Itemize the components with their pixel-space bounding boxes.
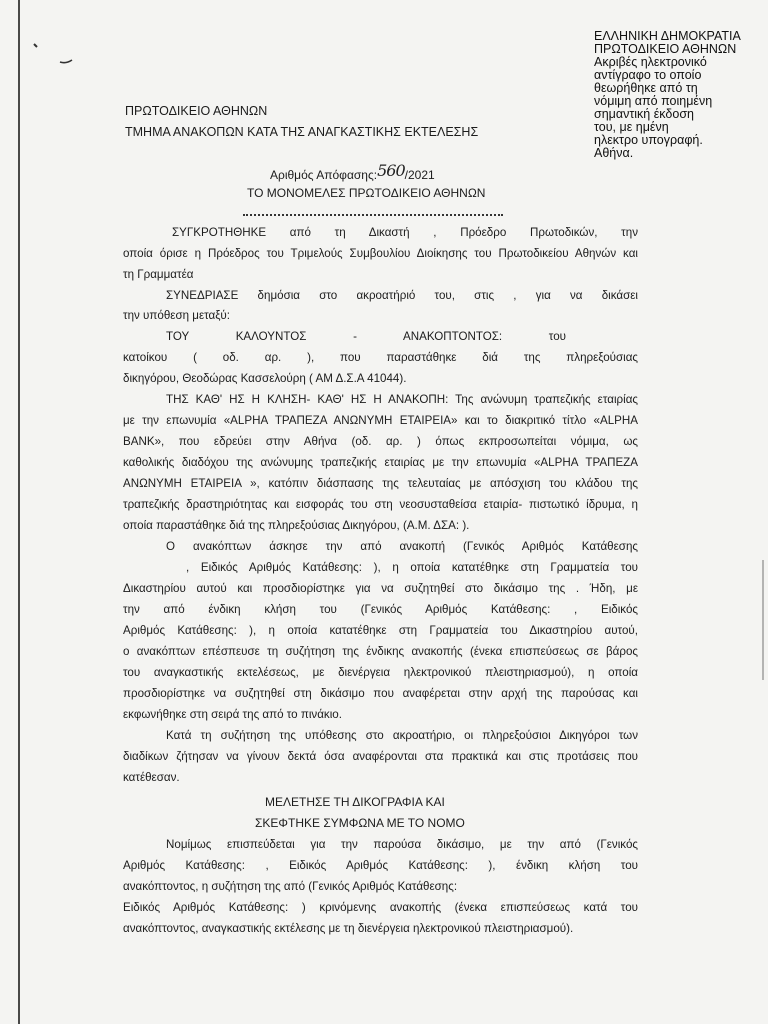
- decision-number-handwritten: 560: [377, 161, 405, 180]
- stamp-line: νόμιμη από ποιημένη: [594, 94, 713, 108]
- body-line: με την επωνυμία «ALPHA ΤΡΑΠΕΖΑ ΑΝΩΝΥΜΗ ΕΤΑΙΡΕΙΑ» και το διακριτικό τίτλο «ALPHA: [123, 414, 638, 427]
- body-line: Αριθμός Κατάθεσης: , Ειδικός Αριθμός Κατάθεσης: ), ένδικη κλήση του: [123, 859, 638, 872]
- body-line: οποία παραστάθηκε διά της πληρεξούσιας Δικηγόρου, (Α.Μ. ΔΣΑ: ).: [123, 519, 470, 532]
- body-line: ΤΗΣ ΚΑΘ' ΗΣ Η ΚΛΗΣΗ- ΚΑΘ' ΗΣ Η ΑΝΑΚΟΠΗ: Της ανώνυμη τραπεζικής εταιρίας: [166, 393, 638, 406]
- margin-mark-top: [28, 40, 88, 70]
- court-name: ΠΡΩΤΟΔΙΚΕΙΟ ΑΘΗΝΩΝ: [125, 104, 268, 118]
- stamp-line: Αθήνα.: [594, 146, 634, 160]
- court-title: ΤΟ ΜΟΝΟΜΕΛΕΣ ΠΡΩΤΟΔΙΚΕΙΟ ΑΘΗΝΩΝ: [247, 186, 486, 200]
- body-line: διαδίκων ζήτησαν να γίνουν δεκτά όσα αναφέρονται στα πρακτικά και στις προτάσεις που: [123, 750, 638, 763]
- body-line: καθολικής διαδόχου της ανώνυμης τραπεζικής εταιρίας με την επωνυμία «ALPHA ΤΡΑΠΕΖΑ: [123, 456, 638, 469]
- stamp-line: αντίγραφο το οποίο: [594, 68, 702, 82]
- body-line: ανακόπτοντος, αναγκαστικής εκτέλεσης με τη διενέργεια ηλεκτρονικού πλειστηριασμού).: [123, 922, 574, 935]
- scan-page-edge: [18, 0, 20, 1024]
- body-line: Αριθμός Κατάθεσης: ), η οποία κατατέθηκε στη Γραμματεία του Δικαστηρίου αυτού,: [123, 624, 638, 637]
- electronic-copy-stamp: [594, 30, 764, 160]
- stamp-line: ΠΡΩΤΟΔΙΚΕΙΟ ΑΘΗΝΩΝ: [594, 42, 737, 56]
- body-line: ΤΟΥ ΚΑΛΟΥΝΤΟΣ - ΑΝΑΚΟΠΤΟΝΤΟΣ: του: [166, 330, 566, 343]
- body-line: ΣΥΝΕΔΡΙΑΣΕ δημόσια στο ακροατήριό του, στις , για να δικάσει: [166, 289, 638, 302]
- body-line: προσδιορίστηκε να συζητηθεί στη δικάσιμο που αναφέρεται στην αρχή της παρούσας και: [123, 687, 638, 700]
- stamp-line: σημαντική έκδοση: [594, 107, 694, 121]
- body-line: Ειδικός Αριθμός Κατάθεσης: ) κρινόμενης ανακοπής (ένεκα επισπεύσεως κατά του: [123, 901, 638, 914]
- body-line: ανακόπτοντος, η συζήτηση της από (Γενικός Αριθμός Κατάθεσης:: [123, 880, 458, 893]
- section-heading: ΣΚΕΦΤΗΚΕ ΣΥΜΦΩΝΑ ΜΕ ΤΟ ΝΟΜΟ: [255, 816, 465, 830]
- body-line: Δικαστηρίου αυτού και προσδιορίστηκε για να συζητηθεί στο δικάσιμο της . Ήδη, με: [123, 582, 638, 595]
- stamp-line: του, με ημένη: [594, 120, 669, 134]
- stamp-line: ηλεκτρο υπογραφή.: [594, 133, 703, 147]
- body-line: τη Γραμματέα: [123, 268, 194, 281]
- body-line: ΣΥΓΚΡΟΤΗΘΗΚΕ από τη Δικαστή , Πρόεδρο Πρωτοδικών, την: [172, 226, 638, 239]
- body-line: BANK», που εδρεύει στην Αθήνα (οδ. αρ. ) όπως εκπροσωπείται νόμιμα, ως: [123, 435, 638, 448]
- body-line: , Ειδικός Αριθμός Κατάθεσης: ), η οποία κατατέθηκε στη Γραμματεία του: [186, 561, 638, 574]
- body-line: ο ανακόπτων επέσπευσε τη συζήτηση της ένδικης ανακοπής (ένεκα επισπεύσεως σε βάρος: [123, 645, 638, 658]
- body-line: Ο ανακόπτων άσκησε την από ανακοπή (Γενικός Αριθμός Κατάθεσης: [166, 540, 638, 553]
- body-line: του αναγκαστικής εκτελέσεως, με διενέργεια ηλεκτρονικού πλειστηριασμού), η οποία: [123, 666, 638, 679]
- body-line: την από ένδικη κλήση του (Γενικός Αριθμός Κατάθεσης: , Ειδικός: [123, 603, 638, 616]
- dotted-separator: [243, 212, 503, 216]
- body-line: κατέθεσαν.: [123, 771, 180, 784]
- stamp-line: θεωρήθηκε από τη: [594, 81, 698, 95]
- body-line: οποία όρισε η Πρόεδρος του Τριμελούς Συμβουλίου Διοίκησης του Πρωτοδικείου Αθηνών και: [123, 247, 638, 260]
- body-line: κατοίκου ( οδ. αρ. ), που παραστάθηκε διά της πληρεξούσιας: [123, 351, 638, 364]
- department-name: ΤΜΗΜΑ ΑΝΑΚΟΠΩΝ ΚΑΤΑ ΤΗΣ ΑΝΑΓΚΑΣΤΙΚΗΣ ΕΚΤΕΛΕΣΗΣ: [125, 125, 479, 139]
- decision-number-row: [270, 161, 435, 183]
- body-line: Κατά τη συζήτηση της υπόθεσης στο ακροατήριο, οι πληρεξούσιοι Δικηγόροι των: [166, 729, 638, 742]
- stamp-line: Ακριβές ηλεκτρονικό: [594, 55, 707, 69]
- body-line: δικηγόρου, Θεοδώρας Κασσελούρη ( ΑΜ Δ.Σ.Α 41044).: [123, 372, 407, 385]
- body-line: εκφωνήθηκε στη σειρά της από το πινάκιο.: [123, 708, 342, 721]
- scan-right-edge: [762, 560, 764, 680]
- body-line: Νομίμως επισπεύδεται για την παρούσα δικάσιμο, με την από (Γενικός: [166, 838, 638, 851]
- stamp-line: ΕΛΛΗΝΙΚΗ ΔΗΜΟΚΡΑΤΙΑ: [594, 29, 741, 43]
- body-line: ΑΝΩΝΥΜΗ ΕΤΑΙΡΕΙΑ », κατόπιν διάσπασης της τελευταίας με απόσχιση του κλάδου της: [123, 477, 638, 490]
- section-heading: ΜΕΛΕΤΗΣΕ ΤΗ ΔΙΚΟΓΡΑΦΙΑ ΚΑΙ: [265, 795, 445, 809]
- body-line: την υπόθεση μεταξύ:: [123, 309, 230, 322]
- decision-year: /2021: [404, 168, 435, 182]
- body-line: τραπεζικής δραστηριότητας και εισφοράς του στη νεοσυσταθείσα εταιρία- πιστωτικό ίδρυμα, η: [123, 498, 638, 511]
- decision-number-label: Αριθμός Απόφασης:: [270, 168, 378, 182]
